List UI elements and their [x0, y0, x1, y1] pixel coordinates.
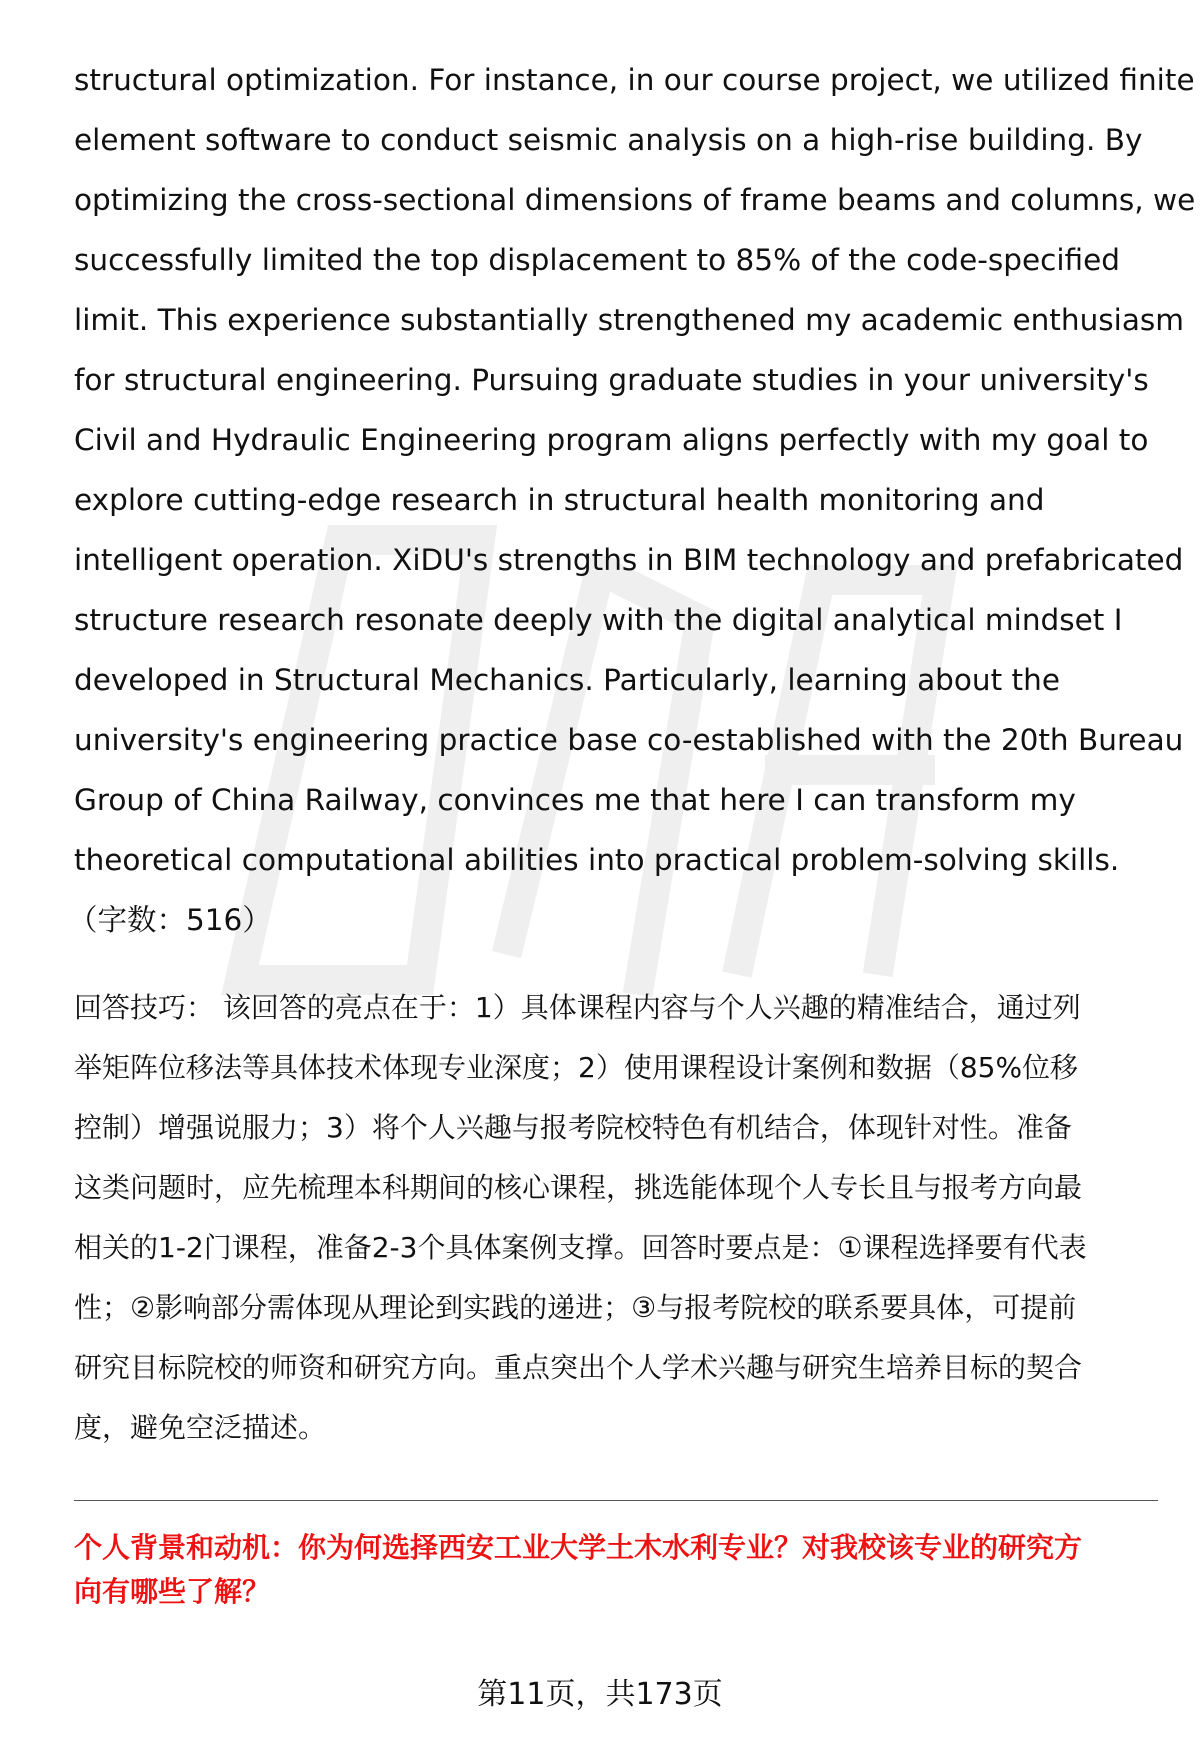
tips-line: 性；②影响部分需体现从理论到实践的递进；③与报考院校的联系要具体，可提前 — [74, 1291, 1077, 1324]
tips-line: 回答技巧： 该回答的亮点在于：1）具体课程内容与个人兴趣的精准结合，通过列 — [74, 991, 1081, 1024]
tips-line: 度，避免空泛描述。 — [74, 1411, 327, 1444]
question-line: 个人背景和动机：你为何选择西安工业大学土木水利专业？对我校该专业的研究方 — [74, 1531, 1083, 1564]
question-heading — [74, 1526, 1164, 1614]
essay-line: limit. This experience substantially strengthened my academic enthusiasm — [74, 303, 1185, 337]
tips-line: 控制）增强说服力；3）将个人兴趣与报考院校特色有机结合，体现针对性。准备 — [74, 1111, 1072, 1144]
essay-line: structure research resonate deeply with the digital analytical mindset I — [74, 603, 1123, 637]
section-divider — [74, 1500, 1158, 1501]
essay-line: structural optimization. For instance, in our course project, we utilized finite — [74, 63, 1195, 97]
essay-line: Civil and Hydraulic Engineering program aligns perfectly with my goal to — [74, 423, 1149, 457]
tips-line: 举矩阵位移法等具体技术体现专业深度；2）使用课程设计案例和数据（85%位移 — [74, 1051, 1079, 1084]
essay-line: intelligent operation. XiDU's strengths in BIM technology and prefabricated — [74, 543, 1184, 577]
essay-line: university's engineering practice base co-established with the 20th Bureau — [74, 723, 1184, 757]
essay-line: successfully limited the top displacement to 85% of the code-specified — [74, 243, 1120, 277]
essay-line: Group of China Railway, convinces me that here I can transform my — [74, 783, 1076, 817]
page-number: 第11页，共173页 — [477, 1677, 723, 1712]
tips-line: 这类问题时，应先梳理本科期间的核心课程，挑选能体现个人专长且与报考方向最 — [74, 1171, 1083, 1204]
essay-line: developed in Structural Mechanics. Particularly, learning about the — [74, 663, 1060, 697]
essay-line: theoretical computational abilities into practical problem-solving skills. — [74, 843, 1120, 877]
essay-line: for structural engineering. Pursuing graduate studies in your university's — [74, 363, 1149, 397]
essay-answer — [68, 50, 1196, 950]
answer-tips — [74, 978, 1164, 1458]
tips-line: 相关的1-2门课程，准备2-3个具体案例支撑。回答时要点是：①课程选择要有代表 — [74, 1231, 1087, 1264]
essay-line: explore cutting-edge research in structural health monitoring and — [74, 483, 1045, 517]
essay-line: element software to conduct seismic analysis on a high-rise building. By — [74, 123, 1143, 157]
word-count: （字数：516） — [68, 903, 272, 937]
question-line: 向有哪些了解？ — [74, 1575, 271, 1608]
tips-line: 研究目标院校的师资和研究方向。重点突出个人学术兴趣与研究生培养目标的契合 — [74, 1351, 1083, 1384]
essay-line: optimizing the cross-sectional dimensions of frame beams and columns, we — [74, 183, 1196, 217]
